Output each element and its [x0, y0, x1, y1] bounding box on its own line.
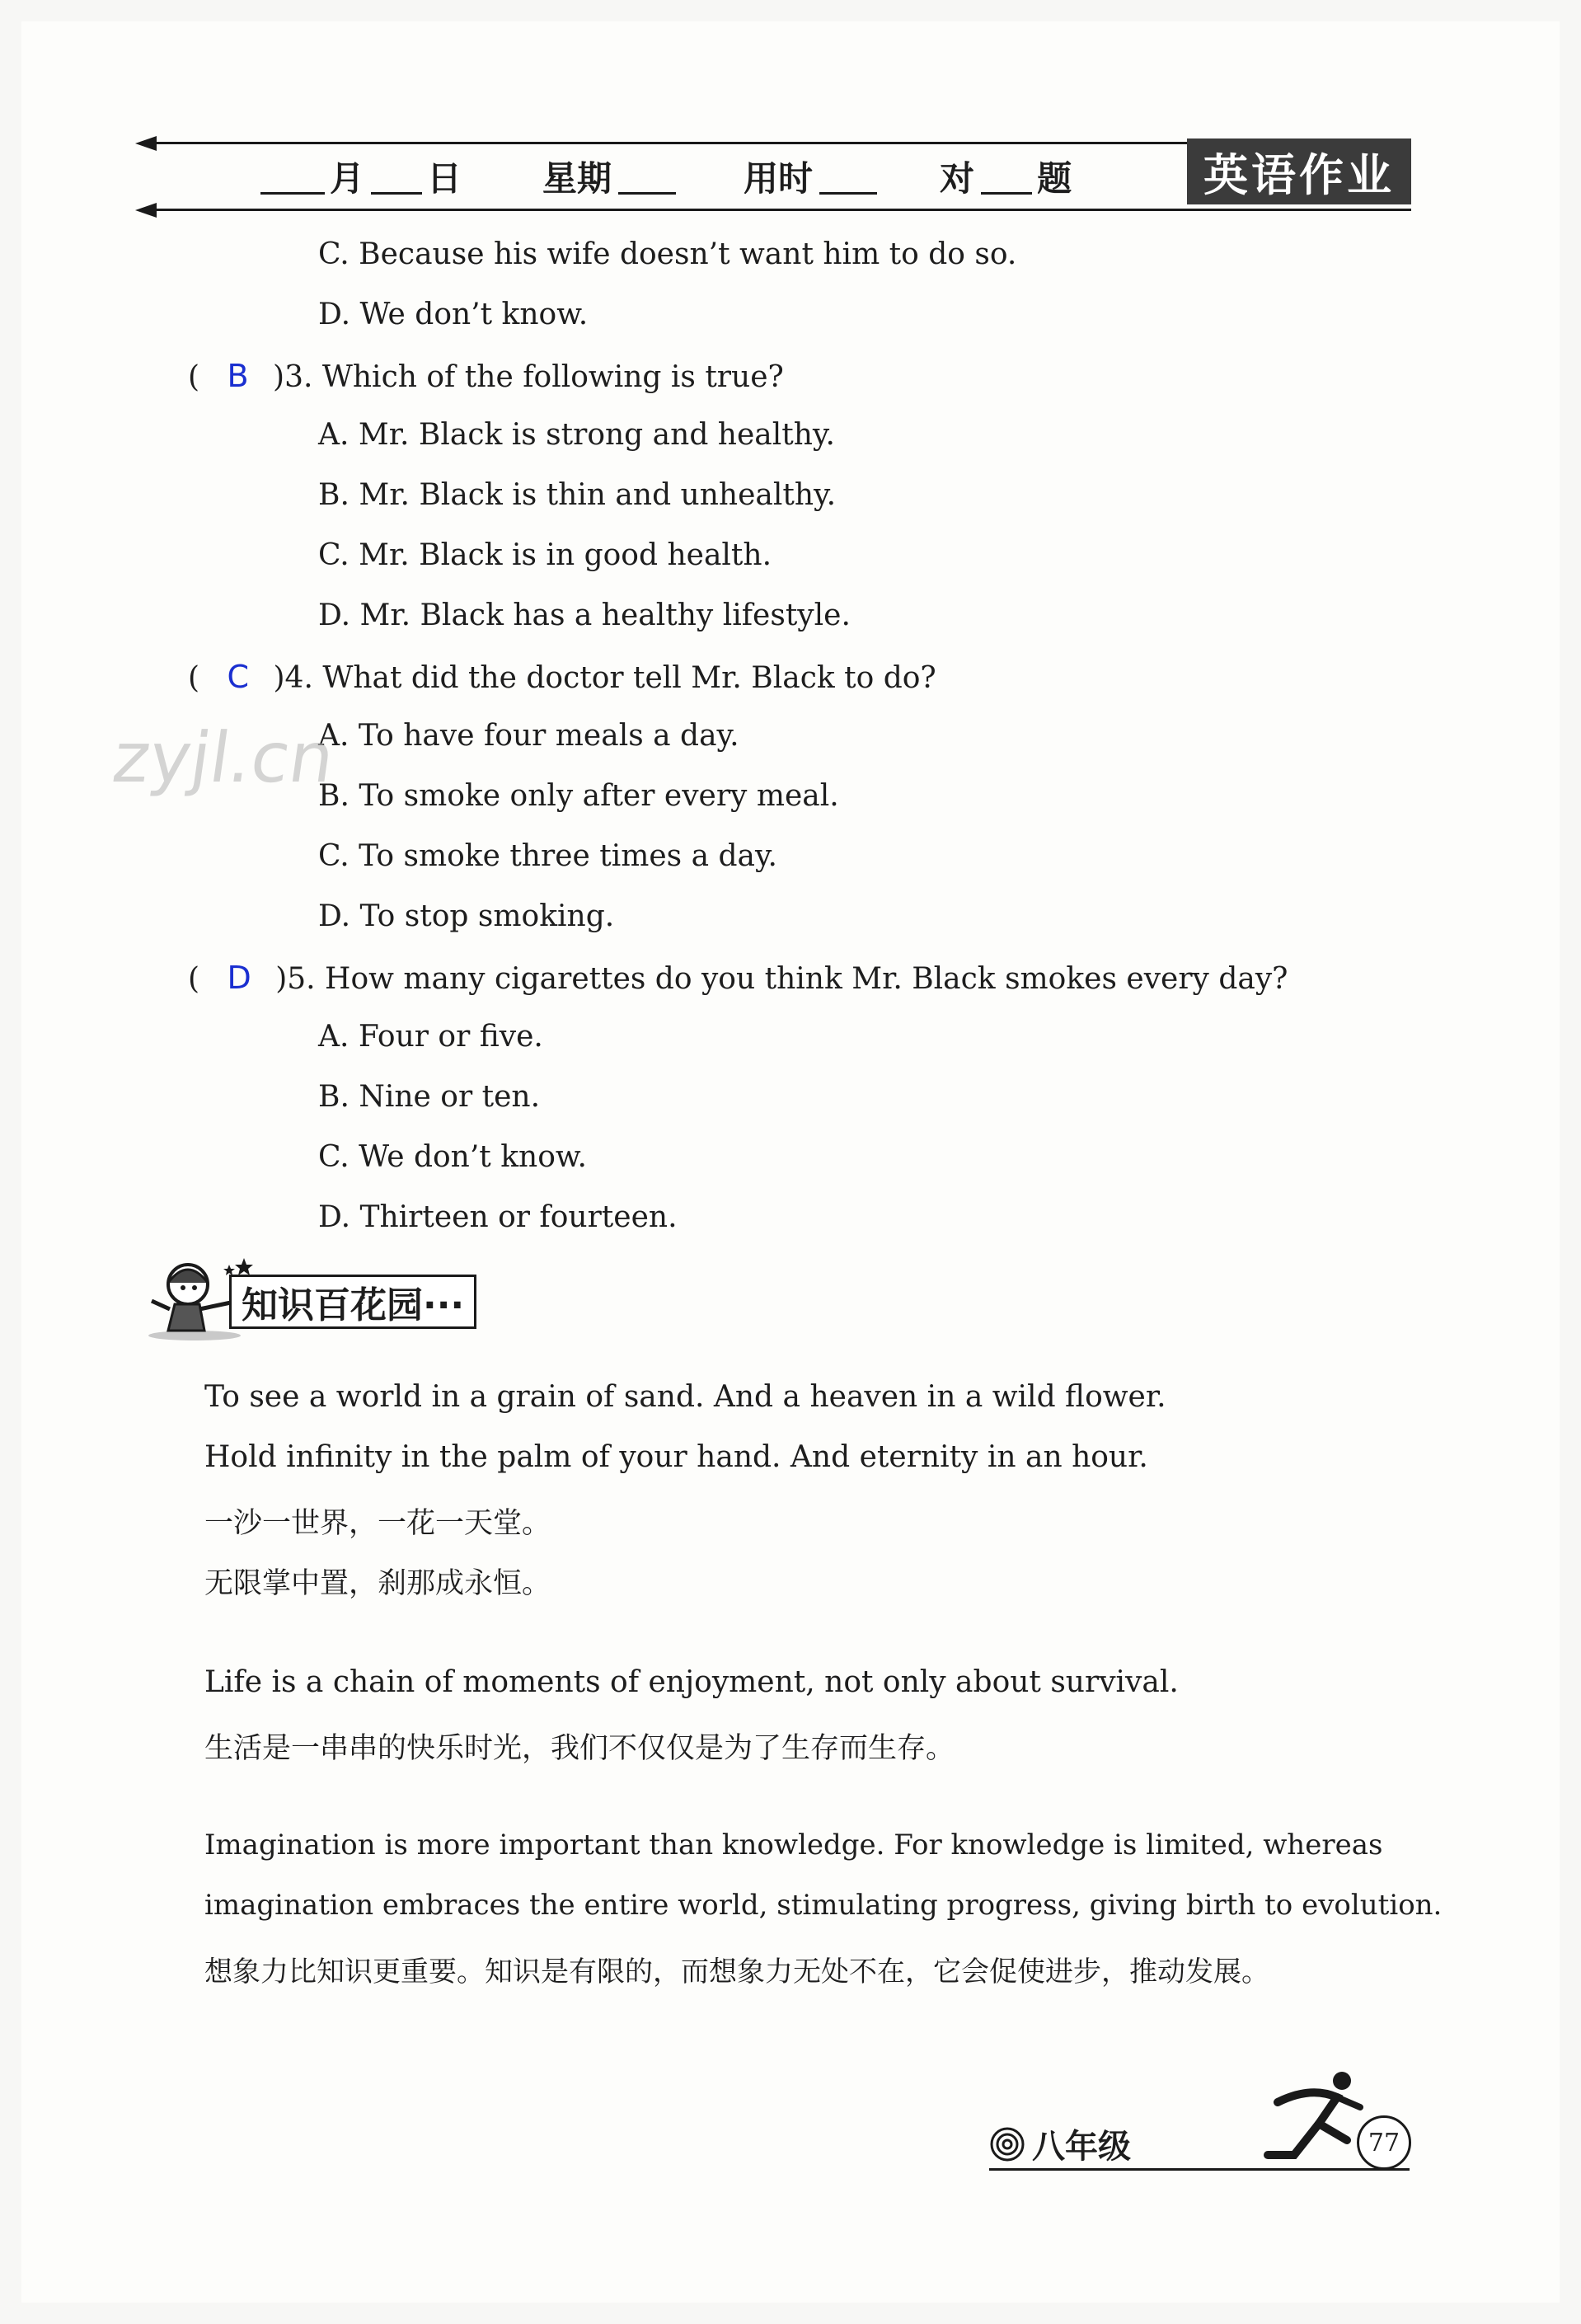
subject-badge: 英语作业 [1187, 139, 1411, 204]
quote-2-en: Life is a chain of moments of enjoyment, not only about survival. [204, 1665, 1179, 1699]
weekday-label: 星期 [542, 158, 612, 199]
q5-option-a: A. Four or five. [318, 1020, 543, 1054]
answer-4: C [227, 659, 250, 695]
q3-option-b: B. Mr. Black is thin and unhealthy. [318, 478, 837, 512]
quote-1-zh-line-2: 无限掌中置，刹那成永恒。 [204, 1567, 551, 1600]
question-3: ( B )3. Which of the following is true? [188, 358, 784, 394]
quote-2-zh: 生活是一串串的快乐时光，我们不仅仅是为了生存而生存。 [204, 1732, 955, 1765]
question-5-stem: )5. How many cigarettes do you think Mr. Black smokes every day? [275, 962, 1288, 996]
q2-option-c: C. Because his wife doesn’t want him to do so. [318, 237, 1017, 271]
quote-3-en-line-2: imagination embraces the entire world, stimulating progress, giving birth to evolution. [204, 1889, 1443, 1922]
answer-3: B [227, 358, 249, 394]
spiral-icon [989, 2126, 1025, 2162]
q3-option-d: D. Mr. Black has a healthy lifestyle. [318, 599, 851, 632]
header-arrow-bottom [135, 203, 157, 218]
day-blank[interactable] [371, 187, 422, 195]
weekday-blank[interactable] [618, 187, 676, 195]
footer-rule [989, 2168, 1410, 2171]
q4-option-c: C. To smoke three times a day. [318, 839, 777, 873]
grade-label: 八年级 [1032, 2128, 1131, 2166]
quote-1-en-line-2: Hold infinity in the palm of your hand. And eternity in an hour. [204, 1440, 1148, 1474]
header-fields [256, 152, 1073, 201]
watermark: zyjl.cn [108, 717, 340, 798]
header-arrow-top [135, 136, 157, 151]
month-blank[interactable] [260, 187, 325, 195]
day-label: 日 [427, 158, 462, 199]
correct-label: 对 [940, 158, 975, 199]
header-rule-top [155, 142, 1187, 144]
q4-option-d: D. To stop smoking. [318, 899, 615, 933]
page-number: 77 [1357, 2115, 1411, 2170]
q5-option-c: C. We don’t know. [318, 1140, 587, 1174]
section-header [145, 1251, 483, 1342]
q3-option-c: C. Mr. Black is in good health. [318, 538, 772, 572]
questions-label: 题 [1037, 158, 1072, 199]
q5-option-b: B. Nine or ten. [318, 1080, 541, 1114]
question-4: ( C )4. What did the doctor tell Mr. Black to do? [188, 659, 936, 695]
runner-icon [1261, 2069, 1368, 2160]
q3-option-a: A. Mr. Black is strong and healthy. [318, 418, 835, 452]
question-3-stem: )3. Which of the following is true? [273, 360, 784, 394]
quote-1-en-line-1: To see a world in a grain of sand. And a heaven in a wild flower. [204, 1380, 1166, 1414]
month-label: 月 [330, 158, 365, 199]
question-4-stem: )4. What did the doctor tell Mr. Black to do? [273, 661, 936, 695]
quote-3-zh: 想象力比知识更重要。知识是有限的，而想象力无处不在，它会促使进步，推动发展。 [204, 1955, 1269, 1988]
quote-1-zh-line-1: 一沙一世界，一花一天堂。 [204, 1507, 551, 1540]
section-title: 知识百花园··· [229, 1275, 476, 1329]
q4-option-a: A. To have four meals a day. [318, 719, 739, 753]
time-used-blank[interactable] [819, 187, 877, 195]
answer-5: D [227, 960, 251, 996]
correct-count-blank[interactable] [981, 187, 1032, 195]
q2-option-d: D. We don’t know. [318, 298, 589, 331]
footer-grade [989, 2120, 1131, 2167]
time-used-label: 用时 [744, 158, 814, 199]
q5-option-d: D. Thirteen or fourteen. [318, 1200, 678, 1234]
quote-3-en-line-1: Imagination is more important than knowledge. For knowledge is limited, whereas [204, 1829, 1383, 1862]
q4-option-b: B. To smoke only after every meal. [318, 779, 839, 813]
header-rule-bottom [155, 209, 1411, 211]
question-5: ( D )5. How many cigarettes do you think Mr. Black smokes every day? [188, 960, 1288, 996]
